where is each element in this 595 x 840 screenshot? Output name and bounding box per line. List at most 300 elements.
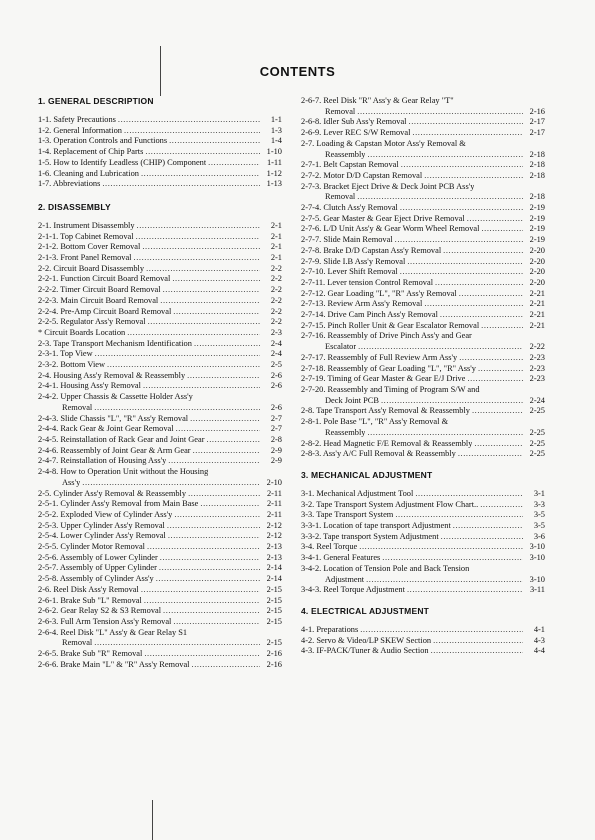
dot-leader [367,428,523,439]
toc-entry-page: 2-16 [529,106,545,116]
toc-entry-title: 2-7-6. L/D Unit Ass'y & Gear Worm Wheel Removal [301,224,480,234]
toc-entry-page: 2-7 [270,413,282,423]
dot-leader [443,246,523,257]
toc-entry-title: 2-7-1. Belt Capstan Removal [301,160,399,170]
toc-entry[interactable] [38,392,282,403]
dot-leader [367,150,523,161]
toc-entry[interactable] [301,532,545,543]
toc-entry-page: 2-25 [529,449,545,459]
toc-entry-page: 2-15 [266,584,282,594]
toc-entry-title: 2-3. Tape Transport Mechanism Identification [38,338,192,348]
dot-leader [357,107,523,118]
dot-leader [144,596,260,607]
dot-leader [141,169,260,180]
toc-entry[interactable] [301,289,545,300]
toc-entry-title: Deck Joint PCB [325,395,379,405]
toc-entry[interactable] [38,617,282,628]
dot-leader [366,575,523,586]
dot-leader [192,660,261,671]
toc-entry[interactable] [38,660,282,671]
toc-entry[interactable] [38,307,282,318]
toc-entry-page: 2-18 [529,192,545,202]
toc-entry[interactable] [38,638,282,649]
toc-entry-page: 2-19 [529,235,545,245]
toc-entry[interactable] [38,574,282,585]
toc-entry-title: Escalator [325,342,357,352]
toc-entry-page: 2-17 [529,117,545,127]
toc-entry-title: 2-6-8. Idler Sub Ass'y Removal [301,117,407,127]
toc-entry-page: 2-25 [529,427,545,437]
toc-entry[interactable] [38,115,282,126]
toc-entry-page: 2-24 [529,395,545,405]
toc-entry-title: 2-4-8. How to Operation Unit without the Housing [38,467,209,477]
toc-entry-page: 4-3 [533,635,545,645]
dot-leader [453,521,523,532]
toc-entry[interactable] [301,128,545,139]
dot-leader [431,646,523,657]
toc-entry[interactable] [38,317,282,328]
toc-entry-title: 3-1. Mechanical Adjustment Tool [301,488,414,498]
toc-entry-title: 2-5-1. Cylinder Ass'y Removal from Main Base [38,499,199,509]
toc-entry-page: 4-4 [533,646,545,656]
toc-entry-title: 1-6. Cleaning and Lubrication [38,168,139,178]
toc-entry-title: 2-7-2. Motor D/D Capstan Removal [301,170,423,180]
toc-entry[interactable] [301,575,545,586]
toc-entry[interactable] [38,585,282,596]
toc-entry[interactable] [38,553,282,564]
toc-entry[interactable] [38,296,282,307]
dot-leader [188,489,260,500]
toc-entry-page: 3-5 [533,510,545,520]
toc-entry-title: 2-5-7. Assembly of Upper Cylinder [38,563,157,573]
toc-entry-page: 2-2 [270,274,282,284]
toc-entry-page: 2-2 [270,295,282,305]
toc-entry[interactable] [38,414,282,425]
toc-entry-title: Reassembly [325,427,366,437]
toc-entry-title: 2-7. Loading & Capstan Motor Ass'y Removal & [301,138,466,148]
toc-entry-title: 2-5-6. Assembly of Lower Cylinder [38,552,158,562]
left-column [38,96,282,670]
toc-entry[interactable] [301,364,545,375]
toc-entry-title: 3-4. Reel Torque [301,542,358,552]
toc-entry[interactable] [38,424,282,435]
toc-entry-title: 2-6-2. Gear Relay S2 & S3 Removal [38,606,162,616]
toc-entry-title: 2-5. Cylinder Ass'y Removal & Reassembly [38,488,187,498]
toc-entry[interactable] [301,510,545,521]
dot-leader [168,531,260,542]
dot-leader [95,349,260,360]
dot-leader [118,115,260,126]
toc-entry-title: 2-3-2. Bottom View [38,360,106,370]
toc-entry-title: 2-7-10. Lever Shift Removal [301,267,398,277]
dot-leader [187,371,260,382]
dot-leader [360,625,523,636]
dot-leader [407,257,523,268]
toc-entry[interactable] [38,242,282,253]
toc-entry-page: 2-18 [529,149,545,159]
toc-entry-page: 2-2 [270,263,282,273]
toc-entry[interactable] [301,449,545,460]
toc-entry[interactable] [38,158,282,169]
toc-entry-title: 2-7-11. Lever tension Control Removal [301,277,434,287]
toc-list [38,115,282,190]
toc-entry[interactable] [301,585,545,596]
toc-entry-title: 2-4. Housing Ass'y Removal & Reassembly [38,370,186,380]
toc-entry[interactable] [301,542,545,553]
toc-entry-page: 2-25 [529,406,545,416]
toc-entry-title: 2-5-5. Cylinder Motor Removal [38,542,145,552]
toc-entry-title: 3-2. Tape Transport System Adjustment Flow Chart.. [301,499,479,509]
toc-entry[interactable] [301,428,545,439]
toc-entry-page: 2-9 [270,456,282,466]
dot-leader [395,235,523,246]
toc-entry[interactable] [38,179,282,190]
toc-entry-title: 1-5. How to Identify Leadless (CHIP) Component [38,157,207,167]
dot-leader [145,147,260,158]
toc-entry[interactable] [301,439,545,450]
dot-leader [173,307,260,318]
toc-entry[interactable] [301,192,545,203]
toc-entry-page: 2-8 [270,434,282,444]
dot-leader [176,424,260,435]
toc-entry-page: 2-21 [529,310,545,320]
toc-entry-page: 1-1 [270,115,282,124]
dot-leader [409,117,524,128]
toc-entry-title: 2-4-4. Rack Gear & Joint Gear Removal [38,424,174,434]
dot-leader [395,510,523,521]
toc-entry[interactable] [38,360,282,371]
toc-entry-page: 1-11 [266,157,282,167]
dot-leader [94,638,260,649]
toc-entry-page: 2-12 [266,520,282,530]
dot-leader [160,553,260,564]
dot-leader [172,274,260,285]
dot-leader [415,489,523,500]
toc-entry-page: 3-3 [533,499,545,509]
toc-entry-page: 1-10 [266,147,282,157]
toc-entry-page: 2-9 [270,445,282,455]
toc-entry[interactable] [38,435,282,446]
toc-entry-title: 2-1-3. Front Panel Removal [38,253,132,263]
toc-entry[interactable] [38,371,282,382]
dot-leader [163,606,260,617]
toc-entry-title: 3-3-1. Location of tape transport Adjustment [301,521,451,531]
toc-entry[interactable] [38,381,282,392]
dot-leader [94,403,260,414]
toc-entry-page: 2-4 [270,349,282,359]
toc-entry-page: 2-6 [270,381,282,391]
toc-entry[interactable] [301,500,545,511]
toc-entry[interactable] [38,456,282,467]
dot-leader [190,414,260,425]
toc-entry-page: 2-19 [529,224,545,234]
toc-entry-page: 2-21 [529,288,545,298]
dot-leader [148,317,260,328]
dot-leader [433,636,523,647]
toc-entry-title: 2-8-2. Head Magnetic F/E Removal & Reassembly [301,438,473,448]
dot-leader [458,449,523,460]
toc-entry-title: 2-7-13. Review Arm Ass'y Removal [301,299,423,309]
toc-entry-page: 2-23 [529,352,545,362]
toc-entry[interactable] [301,489,545,500]
toc-entry[interactable] [38,169,282,180]
dot-leader [163,285,260,296]
toc-entry[interactable] [301,310,545,321]
dot-leader [441,532,523,543]
toc-entry-page: 3-6 [533,531,545,541]
toc-entry-title: 2-7-19. Timing of Gear Master & Gear E/J Drive [301,374,466,384]
toc-entry[interactable] [301,107,545,118]
toc-entry-page: 1-4 [270,136,282,146]
dot-leader [207,435,260,446]
toc-entry[interactable] [301,235,545,246]
toc-entry-page: 2-21 [529,320,545,330]
dot-leader [467,374,523,385]
toc-entry-title: 3-4-3. Reel Torque Adjustment [301,585,405,595]
toc-entry[interactable] [38,510,282,521]
dot-leader [137,221,260,232]
toc-entry-title: 3-3. Tape Transport System [301,510,394,520]
toc-entry[interactable] [38,136,282,147]
toc-list [301,625,545,657]
dot-leader [412,128,523,139]
toc-entry-page: 2-2 [270,285,282,295]
toc-entry[interactable] [38,606,282,617]
toc-entry[interactable] [38,478,282,489]
dot-leader [440,310,523,321]
toc-entry-title: 2-6-6. Brake Main "L" & "R" Ass'y Removal [38,659,190,669]
toc-entry[interactable] [301,160,545,171]
toc-entry[interactable] [38,264,282,275]
dot-leader [144,649,260,660]
toc-entry[interactable] [38,542,282,553]
toc-entry-title: 2-8-3. Ass'y A/C Full Removal & Reassembly [301,449,456,459]
dot-leader [359,542,523,553]
toc-entry[interactable] [301,385,545,396]
toc-entry[interactable] [301,182,545,193]
dot-leader [174,510,260,521]
toc-entry-page: 3-5 [533,521,545,531]
toc-entry[interactable] [38,232,282,243]
toc-entry-page: 2-15 [266,638,282,648]
toc-entry[interactable] [38,274,282,285]
toc-entry-page: 2-17 [529,128,545,138]
toc-entry-title: 2-4-7. Reinstallation of Housing Ass'y [38,456,167,466]
dot-leader [160,296,260,307]
toc-entry-page: 2-14 [266,574,282,584]
dot-leader [142,242,260,253]
dot-leader [435,278,523,289]
toc-entry[interactable] [301,396,545,407]
dot-leader [208,158,260,169]
toc-entry[interactable] [38,253,282,264]
toc-entry[interactable] [301,625,545,636]
toc-entry-page: 2-7 [270,424,282,434]
toc-entry[interactable] [38,126,282,137]
toc-entry-title: 2-2-5. Regulator Ass'y Removal [38,317,146,327]
toc-entry-page: 3-10 [529,574,545,584]
toc-entry[interactable] [301,353,545,364]
toc-entry-page: 3-10 [529,542,545,552]
dot-leader [381,396,523,407]
toc-entry-page: 2-19 [529,203,545,213]
toc-entry-page: 2-15 [266,616,282,626]
toc-entry-page: 2-20 [529,245,545,255]
toc-entry-page: 2-13 [266,552,282,562]
toc-entry-page: 1-13 [266,179,282,189]
toc-entry[interactable] [301,257,545,268]
dot-leader [400,267,523,278]
dot-leader [169,136,260,147]
section-heading-general: 1. GENERAL DESCRIPTION [38,96,154,106]
dot-leader [124,126,260,137]
toc-entry[interactable] [301,417,545,428]
toc-entry[interactable] [38,403,282,414]
toc-entry-page: 3-10 [529,553,545,563]
dot-leader [467,214,523,225]
toc-entry[interactable] [38,221,282,232]
toc-entry-title: 2-7-20. Reassembly and Timing of Program S/W and [301,384,480,394]
toc-entry[interactable] [301,321,545,332]
toc-entry-page: 2-21 [529,299,545,309]
toc-entry-title: 2-4-1. Housing Ass'y Removal [38,381,141,391]
toc-entry[interactable] [38,349,282,360]
toc-entry-page: 1-12 [266,168,282,178]
dot-leader [193,446,260,457]
toc-entry[interactable] [301,564,545,575]
toc-entry[interactable] [301,374,545,385]
toc-entry-title: 2-7-9. Slide I.B Ass'y Removal [301,256,406,266]
toc-entry[interactable] [301,267,545,278]
toc-entry-title: 2-6-9. Lever REC S/W Removal [301,128,411,138]
toc-entry-title: 1-2. General Information [38,125,122,135]
toc-entry[interactable] [38,147,282,158]
toc-entry[interactable] [301,150,545,161]
dot-leader [134,253,260,264]
toc-entry[interactable] [38,328,282,339]
dot-leader [136,232,260,243]
toc-entry[interactable] [38,339,282,350]
toc-entry[interactable] [38,499,282,510]
toc-entry[interactable] [301,203,545,214]
toc-entry[interactable] [38,531,282,542]
toc-entry[interactable] [38,285,282,296]
section-heading-electrical: 4. ELECTRICAL ADJUSTMENT [301,605,430,616]
toc-entry-title: 2-6. Reel Disk Ass'y Removal [38,584,139,594]
toc-entry[interactable] [301,342,545,353]
toc-entry-page: 1-3 [270,125,282,135]
toc-entry-title: 2-6-4. Reel Disk "L" Ass'y & Gear Relay S1 [38,627,188,637]
toc-entry-title: 2-5-2. Exploded View of Cylinder Ass'y [38,509,173,519]
toc-entry[interactable] [301,553,545,564]
toc-entry-title: Removal [62,402,93,412]
toc-entry[interactable] [301,139,545,150]
toc-entry-title: 2-7-15. Pinch Roller Unit & Gear Escalator Removal [301,320,480,330]
toc-list [301,489,545,596]
dot-leader [173,617,260,628]
toc-entry-title: * Circuit Boards Location [38,327,126,337]
dot-leader [480,500,523,511]
toc-entry-title: 2-7-8. Brake D/D Capstan Ass'y Removal [301,245,442,255]
dot-leader [167,521,260,532]
toc-entry-page: 2-11 [266,488,282,498]
toc-entry-title: 2-7-7. Slide Main Removal [301,235,393,245]
toc-entry-title: 2-5-8. Assembly of Cylinder Ass'y [38,574,154,584]
toc-entry[interactable] [38,596,282,607]
dot-leader [481,224,523,235]
toc-entry[interactable] [38,467,282,478]
toc-entry-title: Removal [62,638,93,648]
toc-entry-page: 3-11 [529,585,545,595]
toc-entry[interactable] [301,246,545,257]
dot-leader [143,381,260,392]
toc-entry[interactable] [38,521,282,532]
toc-entry[interactable] [301,299,545,310]
toc-entry-title: 2-4-5. Reinstallation of Rack Gear and Joint Gear [38,434,205,444]
bottom-divider-line [152,800,153,840]
toc-entry[interactable] [301,331,545,342]
toc-entry-title: Removal [325,106,356,116]
toc-entry-page: 2-18 [529,170,545,180]
toc-entry-title: Reassembly [325,149,366,159]
toc-list [301,96,545,460]
toc-entry-title: 2-7-5. Gear Master & Gear Eject Drive Removal [301,213,465,223]
toc-entry[interactable] [301,96,545,107]
toc-entry[interactable] [301,406,545,417]
section-heading-mechanical: 3. MECHANICAL ADJUSTMENT [301,469,433,480]
toc-entry-page: 4-1 [533,624,545,634]
toc-entry-title: 2-1. Instrument Disassembly [38,220,135,230]
toc-entry-title: Removal [325,192,356,202]
toc-entry-page: 2-15 [266,595,282,605]
toc-entry-page: 2-20 [529,277,545,287]
toc-entry-title: 2-6-7. Reel Disk "R" Ass'y & Gear Relay "T" [301,96,454,105]
toc-entry[interactable] [301,636,545,647]
toc-entry-page: 2-4 [270,338,282,348]
toc-entry[interactable] [301,171,545,182]
toc-entry[interactable] [38,628,282,639]
toc-entry[interactable] [301,278,545,289]
dot-leader [459,289,523,300]
toc-entry[interactable] [301,117,545,128]
toc-entry-title: 2-6-3. Full Arm Tension Ass'y Removal [38,616,172,626]
toc-entry-page: 2-25 [529,438,545,448]
toc-entry[interactable] [38,649,282,660]
toc-entry-title: 2-8-1. Pole Base "L", "R" Ass'y Removal & [301,417,449,427]
toc-entry[interactable] [301,224,545,235]
dot-leader [194,339,260,350]
toc-entry[interactable] [38,563,282,574]
toc-entry-title: 2-4-6. Reassembly of Joint Gear & Arm Gear [38,445,191,455]
toc-entry-title: 1-7. Abbreviations [38,179,101,189]
toc-entry-title: 2-7-14. Drive Cam Pinch Ass'y Removal [301,310,438,320]
toc-entry-title: 2-7-17. Reassembly of Full Review Arm Ass'y [301,352,458,362]
toc-entry-page: 2-2 [270,317,282,327]
dot-leader [481,321,523,332]
toc-entry[interactable] [301,521,545,532]
toc-entry-title: Ass'y [62,477,81,487]
toc-list [38,221,282,671]
toc-entry[interactable] [301,646,545,657]
toc-entry-title: 3-4-1. General Features [301,553,381,563]
dot-leader [400,203,523,214]
toc-entry[interactable] [38,489,282,500]
toc-entry[interactable] [301,214,545,225]
toc-entry-title: 2-7-3. Bracket Eject Drive & Deck Joint PCB Ass'y [301,181,475,191]
toc-entry-title: 2-2. Circuit Board Disassembly [38,263,145,273]
toc-entry[interactable] [38,446,282,457]
toc-entry-title: 2-3-1. Top View [38,349,93,359]
